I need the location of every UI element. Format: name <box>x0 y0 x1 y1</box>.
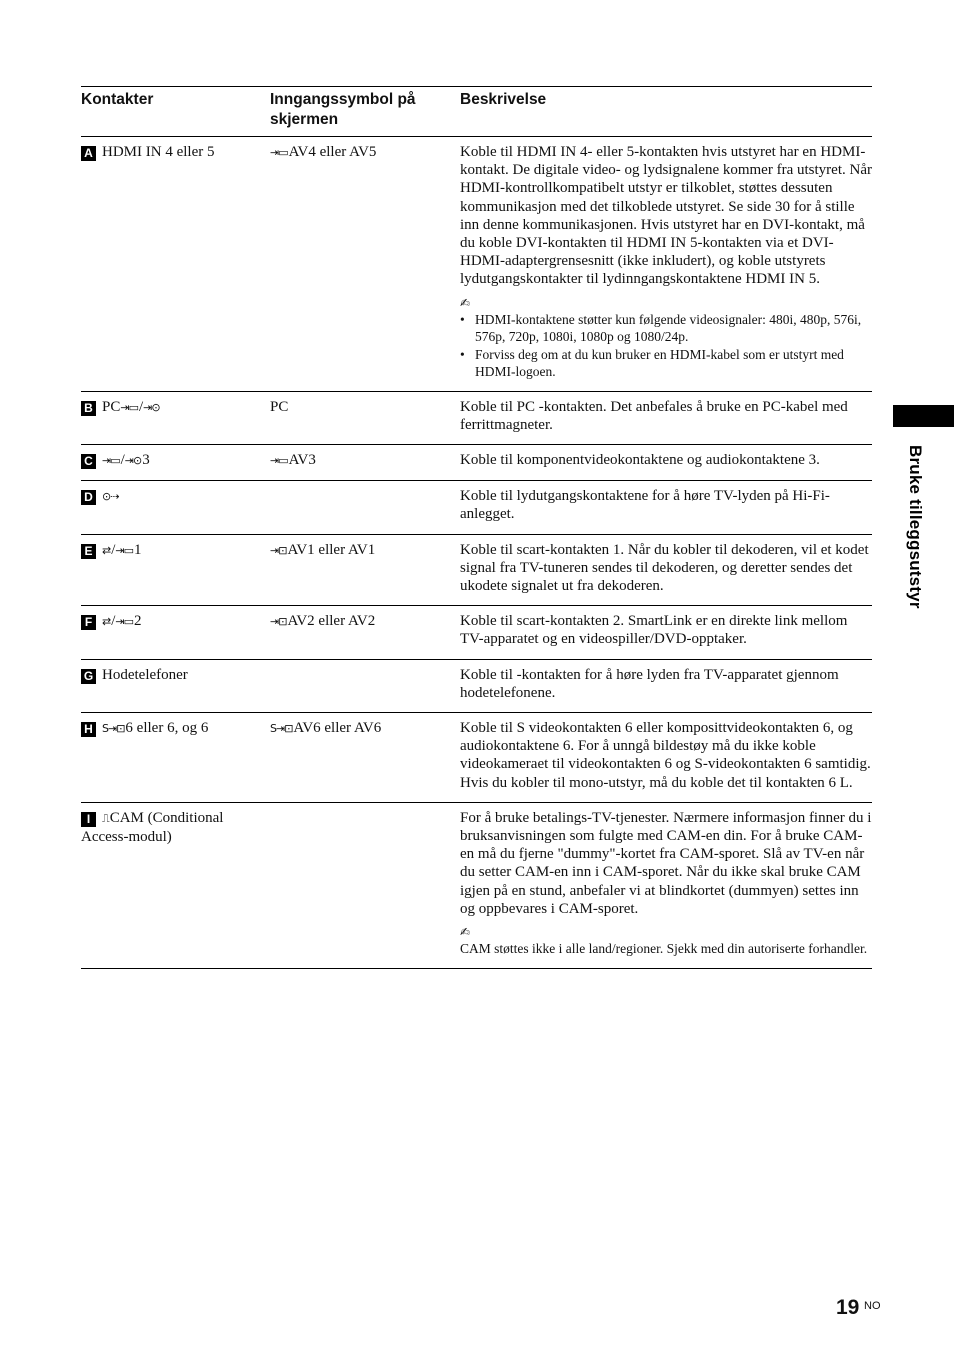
connector-label: 1 <box>134 541 142 558</box>
connector-label: Hodetelefoner <box>102 666 188 683</box>
table-row-e: E ⇄/⇥▭1 ⇥⊡AV1 eller AV1 Koble til scart-kontakten 1. Når du kobler til dekoderen, vil et kodet signal fra TV-tuneren sendes til dekoderen, og deretter sendes det ukodete signalet ut fra dekoderen. <box>81 534 872 606</box>
video-input-icon: ⇥⊡ <box>270 615 287 629</box>
table-row-h <box>81 713 872 803</box>
note-item: • HDMI-kontaktene støtter kun følgende videosignaler: 480i, 480p, 576i, 576p, 720p, 1080i, 1080p og 1080/24p. <box>460 311 872 346</box>
row-badge-c: C <box>81 454 96 469</box>
note-text: CAM støttes ikke i alle land/regioner. Sjekk med din autoriserte forhandler. <box>460 941 868 957</box>
table-row-d <box>81 481 872 534</box>
input-symbol-label: AV2 eller AV2 <box>287 613 376 630</box>
note-icon: ✍ <box>460 925 471 940</box>
description-text: Koble til scart-kontakten 2. SmartLink er en direkte link mellom TV-apparatet og en videospiller/DVD-opptaker. <box>460 613 848 648</box>
note-icon: ✍ <box>460 295 471 310</box>
audio-input-icon: ⇥⊙ <box>143 400 160 414</box>
connector-label: PC <box>102 398 121 415</box>
input-symbol-label: AV1 eller AV1 <box>287 541 376 558</box>
description-text: Koble til PC -kontakten. Det anbefales å bruke en PC-kabel med ferrittmagneter. <box>460 398 848 433</box>
table-header-row <box>81 87 872 137</box>
cam-icon: ⎍ <box>102 811 109 825</box>
audio-output-icon: ⊙⇢ <box>102 490 119 504</box>
component-input-icon: ⇥▭ <box>115 615 134 629</box>
connector-table <box>81 86 872 969</box>
input-symbol-label: AV6 eller AV6 <box>293 720 382 737</box>
input-symbol-label: AV4 eller AV5 <box>288 144 377 160</box>
connector-label: HDMI IN 4 eller 5 <box>102 144 215 160</box>
note-item: • Forviss deg om at du kun bruker en HDMI-kabel som er utstyrt med HDMI-logoen. <box>460 346 872 381</box>
connector-label: CAM (Conditional Access-modul) <box>81 809 224 846</box>
connector-label: 6 eller 6, og 6 <box>125 720 209 737</box>
table-row-b: B PC⇥▭/⇥⊙ PC Koble til PC -kontakten. Det anbefales å bruke en PC-kabel med ferrittmagneter. <box>81 391 872 444</box>
audio-input-icon: ⇥⊙ <box>124 454 142 468</box>
table-row-f: F ⇄/⇥▭2 ⇥⊡AV2 eller AV2 Koble til scart-kontakten 2. SmartLink er en direkte link mellom TV-apparatet og en videospiller/DVD-opptaker. <box>81 606 872 659</box>
page-language-code: NO <box>864 1300 881 1312</box>
svideo-input-icon: S⇥⊡ <box>102 722 125 736</box>
row-badge-b: B <box>81 401 96 416</box>
page-number: 19 <box>836 1296 860 1319</box>
connector-label: 3 <box>142 452 150 469</box>
row-badge-f: F <box>81 615 96 630</box>
table-row-a <box>81 137 872 392</box>
component-input-icon: ⇥▭ <box>115 543 134 557</box>
table-row-c: C ⇥▭/⇥⊙3 ⇥▭AV3 Koble til komponentvideokontaktene og audiokontaktene 3. <box>81 445 872 481</box>
svideo-input-icon: S⇥⊡ <box>270 722 293 736</box>
description-text: Koble til S videokontakten 6 eller komposittvideokontakten 6, og audiokontaktene 6. For å unngå bildestøy må du ikke koble videokameraet til videokontakten 6 og S-videokontakten 6 samtidig. Hvis du kobler til mono-utstyr, må du koble det til kontakten 6 L. <box>460 720 871 791</box>
section-side-title: Bruke tilleggsutstyr <box>906 445 925 609</box>
hdmi-input-icon: ⇥▭ <box>270 146 288 159</box>
header-beskrivelse: Beskrivelse <box>460 87 872 137</box>
video-input-icon: ⇥⊡ <box>270 543 287 557</box>
input-symbol-label: PC <box>270 398 289 415</box>
row-badge-i: I <box>81 812 96 827</box>
description-text: Koble til lydutgangskontaktene for å høre TV-lyden på Hi-Fi-anlegget. <box>460 488 830 523</box>
row-badge-e: E <box>81 544 96 559</box>
scart-io-icon: ⇄ <box>102 615 111 629</box>
connector-label: 2 <box>134 613 142 630</box>
section-tab-marker <box>893 405 954 427</box>
header-inngangssymbol: Inngangssymbol på skjermen <box>270 87 460 137</box>
header-kontakter: Kontakter <box>81 87 270 137</box>
description-text: Koble til scart-kontakten 1. Når du kobler til dekoderen, vil et kodet signal fra TV-tuneren sendes til dekoderen, og deretter sendes det ukodete signalet ut fra dekoderen. <box>460 541 869 595</box>
note-list <box>460 311 872 381</box>
table-row-g <box>81 659 872 712</box>
description-text: Koble til komponentvideokontaktene og audiokontaktene 3. <box>460 452 820 469</box>
row-badge-g: G <box>81 669 96 684</box>
description-text: For å bruke betalings-TV-tjenester. Nærmere informasjon finner du i bruksanvisningen som fulgte med CAM-en din. For å bruke CAM-en må du fjerne "dummy"-kortet fra CAM-sporet. Slå av TV-en når du setter CAM-en inn i CAM-sporet. Når du ikke skal bruke CAM igjen på en stund, anbefaler vi at blindkortet (dummyen) settes inn og oppbevares i CAM-sporet. <box>460 809 872 917</box>
component-input-icon: ⇥▭ <box>102 454 120 468</box>
row-badge-a: A <box>81 146 96 161</box>
description-text: Koble til -kontakten for å høre lyden fra TV-apparatet gjennom hodetelefonene. <box>460 666 839 701</box>
table-row-i <box>81 802 872 968</box>
description-text: Koble til HDMI IN 4- eller 5-kontakten hvis utstyret har en HDMI-kontakt. De digitale video- og lydsignalene kommer fra utstyret. Når HDMI-kontrollkompatibelt utstyr er tilkoblet, støttes dessuten kommunikasjon med det tilkoblede utstyret. Se side 30 for å stille inn denne kommunikasjonen. Hvis utstyret har en DVI-kontakt, må du koble DVI-kontakten til HDMI IN 5-kontakten via et DVI-HDMI-adaptergrensesnitt (ikke inkludert), og koble utstyrets lydutgangskontakter til lydinngangskontaktene HDMI IN 5. <box>460 144 872 288</box>
component-input-icon: ⇥▭ <box>270 454 288 468</box>
input-symbol-label: AV3 <box>288 452 316 469</box>
component-input-icon: ⇥▭ <box>120 400 138 414</box>
scart-io-icon: ⇄ <box>102 543 111 557</box>
row-badge-d: D <box>81 490 96 505</box>
row-badge-h: H <box>81 722 96 737</box>
